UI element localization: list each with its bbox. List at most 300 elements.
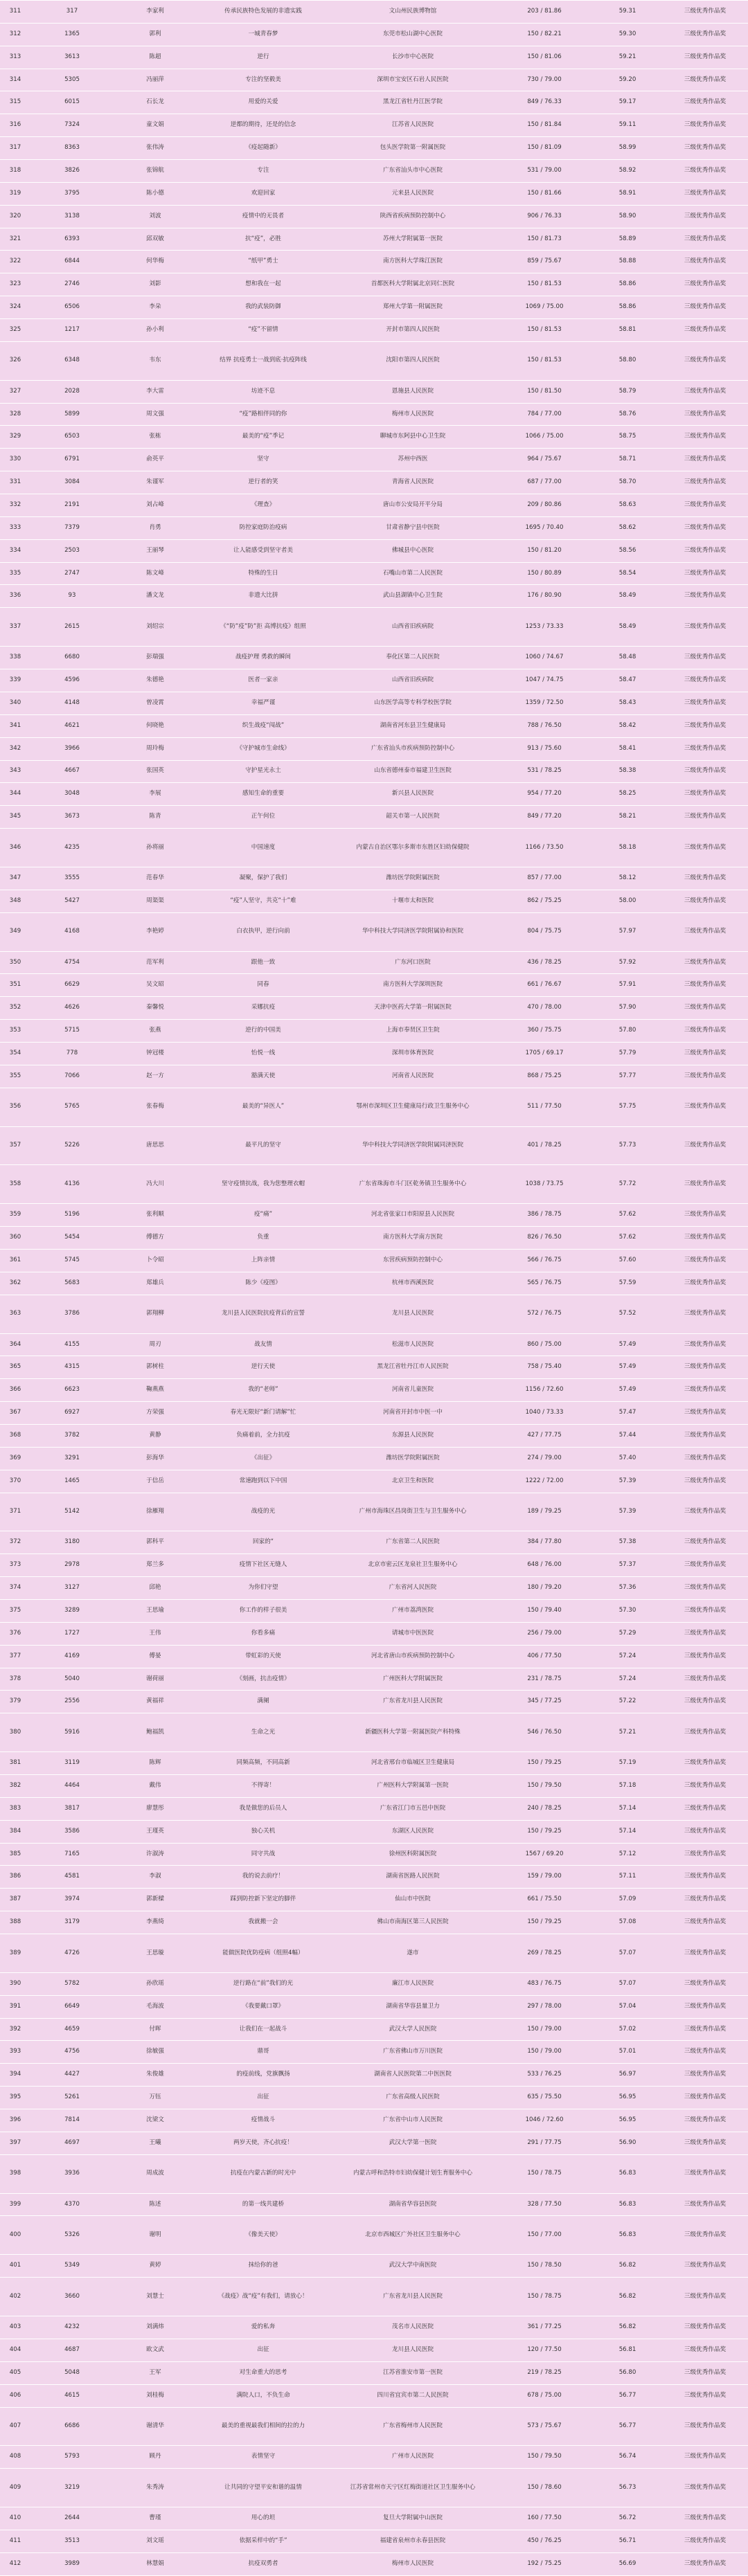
author-cell: 石长龙 [114, 91, 197, 114]
rank-cell: 359 [0, 1204, 30, 1227]
final-score-cell: 57.08 [593, 1911, 662, 1934]
work-title-cell: 《我要戴口罩》 [197, 1995, 330, 2018]
entry-id-cell: 3673 [30, 806, 114, 829]
work-title-cell: 疫“痛” [197, 1204, 330, 1227]
table-row [0, 714, 748, 737]
final-score-cell: 59.11 [593, 114, 662, 137]
work-title-cell: 想和我在一起 [197, 273, 330, 296]
rank-cell: 375 [0, 1600, 30, 1623]
author-cell: 李淑 [114, 1866, 197, 1889]
votes-score-cell: 150 / 79.40 [496, 1600, 593, 1623]
rank-cell: 388 [0, 1911, 30, 1934]
table-row [0, 608, 748, 647]
votes-score-cell: 1359 / 72.50 [496, 692, 593, 714]
final-score-cell: 57.92 [593, 951, 662, 974]
final-score-cell: 58.18 [593, 829, 662, 867]
rank-cell: 337 [0, 608, 30, 647]
final-score-cell: 59.31 [593, 1, 662, 24]
award-level-cell: 三级优秀作品奖 [662, 2018, 748, 2041]
award-level-cell: 三级优秀作品奖 [662, 114, 748, 137]
rank-cell: 318 [0, 160, 30, 183]
organization-cell: 新兴县人民医院 [330, 783, 496, 806]
work-title-cell: 出征 [197, 2339, 330, 2361]
rank-cell: 349 [0, 912, 30, 951]
final-score-cell: 58.75 [593, 426, 662, 449]
entry-id-cell: 1727 [30, 1622, 114, 1645]
table-row [0, 2193, 748, 2216]
final-score-cell: 56.82 [593, 2278, 662, 2316]
votes-score-cell: 150 / 79.25 [496, 1911, 593, 1934]
work-title-cell: 为你们守望 [197, 1577, 330, 1600]
votes-score-cell: 849 / 76.33 [496, 91, 593, 114]
award-level-cell: 三级优秀作品奖 [662, 1424, 748, 1447]
entry-id-cell: 4168 [30, 912, 114, 951]
rank-cell: 338 [0, 647, 30, 669]
final-score-cell: 57.37 [593, 1554, 662, 1577]
organization-cell: 龙川县人民医院 [330, 2339, 496, 2361]
final-score-cell: 58.99 [593, 137, 662, 160]
award-level-cell: 三级优秀作品奖 [662, 91, 748, 114]
entry-id-cell: 3179 [30, 1911, 114, 1934]
rank-cell: 409 [0, 2469, 30, 2507]
rank-cell: 336 [0, 585, 30, 608]
organization-cell: 福建省泉州市永春县医院 [330, 2530, 496, 2552]
votes-score-cell: 427 / 77.75 [496, 1424, 593, 1447]
table-row [0, 912, 748, 951]
final-score-cell: 56.83 [593, 2216, 662, 2255]
rank-cell: 345 [0, 806, 30, 829]
work-title-cell: 医者一家亲 [197, 669, 330, 692]
final-score-cell: 59.17 [593, 91, 662, 114]
award-level-cell: 三级优秀作品奖 [662, 539, 748, 562]
votes-score-cell: 906 / 76.33 [496, 205, 593, 228]
organization-cell: 北京市西城区广外社区卫生服务中心 [330, 2216, 496, 2255]
work-title-cell: 回家的“ [197, 1531, 330, 1554]
organization-cell: 山东省德州泰市福建卫生医院 [330, 760, 496, 783]
award-level-cell: 三级优秀作品奖 [662, 1065, 748, 1088]
award-level-cell: 三级优秀作品奖 [662, 1995, 748, 2018]
work-title-cell: 抗疫在内蒙古新的时光中 [197, 2154, 330, 2193]
rank-cell: 320 [0, 205, 30, 228]
table-row [0, 1, 748, 24]
award-level-cell: 三级优秀作品奖 [662, 2446, 748, 2469]
votes-score-cell: 386 / 78.75 [496, 1204, 593, 1227]
table-row [0, 2469, 748, 2507]
organization-cell: 徐州医科附属医院 [330, 1843, 496, 1866]
organization-cell: 广州医科大学附属第一医院 [330, 1775, 496, 1798]
organization-cell: 广州市人民医院 [330, 2446, 496, 2469]
votes-score-cell: 150 / 78.60 [496, 2469, 593, 2507]
final-score-cell: 58.92 [593, 160, 662, 183]
organization-cell: 广东省龙川县人民医院 [330, 1691, 496, 1713]
author-cell: 黄福祥 [114, 1691, 197, 1713]
work-title-cell: 我的说去前疗！ [197, 1866, 330, 1889]
entry-id-cell: 4315 [30, 1356, 114, 1379]
award-level-cell: 三级优秀作品奖 [662, 2064, 748, 2087]
author-cell: 王思瑜 [114, 1600, 197, 1623]
organization-cell: 华中科技大学同济医学院附属协和医院 [330, 912, 496, 951]
final-score-cell: 57.75 [593, 1088, 662, 1126]
rank-cell: 365 [0, 1356, 30, 1379]
table-row [0, 2255, 748, 2278]
final-score-cell: 57.60 [593, 1249, 662, 1272]
votes-score-cell: 648 / 76.00 [496, 1554, 593, 1577]
entry-id-cell: 4464 [30, 1775, 114, 1798]
author-cell: 周玲梅 [114, 737, 197, 760]
work-title-cell: 我的武装防御 [197, 296, 330, 319]
votes-score-cell: 572 / 76.75 [496, 1295, 593, 1333]
work-title-cell: 疫情战斗 [197, 2109, 330, 2132]
entry-id-cell: 3974 [30, 1889, 114, 1911]
award-level-cell: 三级优秀作品奖 [662, 1531, 748, 1554]
rank-cell: 367 [0, 1402, 30, 1425]
work-title-cell: 坊迹不息 [197, 380, 330, 403]
award-level-cell: 三级优秀作品奖 [662, 1447, 748, 1470]
final-score-cell: 56.90 [593, 2132, 662, 2154]
final-score-cell: 59.30 [593, 23, 662, 46]
award-level-cell: 三级优秀作品奖 [662, 2552, 748, 2575]
organization-cell: 上海市奉贤区卫生院 [330, 1020, 496, 1043]
award-level-cell: 三级优秀作品奖 [662, 1866, 748, 1889]
rank-cell: 380 [0, 1713, 30, 1752]
rank-cell: 372 [0, 1531, 30, 1554]
organization-cell: 天津中医药大学第一附属医院 [330, 997, 496, 1020]
votes-score-cell: 120 / 77.50 [496, 2339, 593, 2361]
author-cell: 孙将丽 [114, 829, 197, 867]
work-title-cell: 《出征》 [197, 1447, 330, 1470]
author-cell: 鞠燕燕 [114, 1379, 197, 1402]
entry-id-cell: 4232 [30, 2316, 114, 2339]
organization-cell: 湖南省河东县卫生健康局 [330, 714, 496, 737]
rank-cell: 344 [0, 783, 30, 806]
organization-cell: 潍坊医学院附属医院 [330, 867, 496, 890]
entry-id-cell: 4621 [30, 714, 114, 737]
award-level-cell: 三级优秀作品奖 [662, 1600, 748, 1623]
rank-cell: 313 [0, 46, 30, 69]
final-score-cell: 58.81 [593, 319, 662, 342]
work-title-cell: 独心关机 [197, 1820, 330, 1843]
award-level-cell: 三级优秀作品奖 [662, 1668, 748, 1691]
work-title-cell: 正午何位 [197, 806, 330, 829]
final-score-cell: 56.69 [593, 2552, 662, 2575]
table-row [0, 2361, 748, 2384]
author-cell: 唐思思 [114, 1126, 197, 1165]
work-title-cell: 带虹彩的天使 [197, 1645, 330, 1668]
author-cell: 李家利 [114, 1, 197, 24]
votes-score-cell: 328 / 77.50 [496, 2193, 593, 2216]
work-title-cell: 传承民族特色发展的非遗实践 [197, 1, 330, 24]
table-row [0, 182, 748, 205]
votes-score-cell: 531 / 78.25 [496, 760, 593, 783]
final-score-cell: 57.62 [593, 1227, 662, 1250]
votes-score-cell: 1695 / 70.40 [496, 516, 593, 539]
work-title-cell: 采娜抗疫 [197, 997, 330, 1020]
final-score-cell: 56.82 [593, 2255, 662, 2278]
organization-cell: 河北省唐山市疾病预防控制中心 [330, 1645, 496, 1668]
final-score-cell: 58.63 [593, 494, 662, 517]
award-level-cell: 三级优秀作品奖 [662, 1165, 748, 1204]
author-cell: 欧文武 [114, 2339, 197, 2361]
table-row [0, 974, 748, 997]
final-score-cell: 56.72 [593, 2507, 662, 2530]
award-level-cell: 三级优秀作品奖 [662, 1204, 748, 1227]
author-cell: 谢清华 [114, 2407, 197, 2446]
table-row [0, 539, 748, 562]
rank-cell: 371 [0, 1493, 30, 1531]
work-title-cell: 让人能感受到坚守者美 [197, 539, 330, 562]
author-cell: 黄婷 [114, 2255, 197, 2278]
award-level-cell: 三级优秀作品奖 [662, 829, 748, 867]
award-level-cell: 三级优秀作品奖 [662, 1333, 748, 1356]
table-row [0, 2507, 748, 2530]
entry-id-cell: 2978 [30, 1554, 114, 1577]
entry-id-cell: 4596 [30, 669, 114, 692]
final-score-cell: 58.12 [593, 867, 662, 890]
votes-score-cell: 150 / 82.21 [496, 23, 593, 46]
rank-cell: 322 [0, 251, 30, 273]
entry-id-cell: 93 [30, 585, 114, 608]
entry-id-cell: 6927 [30, 1402, 114, 1425]
table-row [0, 1554, 748, 1577]
work-title-cell: 龙川县人民医院抗疫背后的宣誓 [197, 1295, 330, 1333]
award-level-cell: 三级优秀作品奖 [662, 1713, 748, 1752]
final-score-cell: 57.18 [593, 1775, 662, 1798]
votes-score-cell: 150 / 78.75 [496, 2154, 593, 2193]
work-title-cell: 上阵亲情 [197, 1249, 330, 1272]
rank-cell: 343 [0, 760, 30, 783]
rank-cell: 350 [0, 951, 30, 974]
author-cell: 朱秀涛 [114, 2469, 197, 2507]
table-row [0, 273, 748, 296]
organization-cell: 十堰市太和医院 [330, 890, 496, 912]
rank-cell: 327 [0, 380, 30, 403]
votes-score-cell: 150 / 81.53 [496, 273, 593, 296]
organization-cell: 沈阳市第四人民医院 [330, 341, 496, 380]
final-score-cell: 57.07 [593, 1972, 662, 1995]
work-title-cell: 坚守疫情抗战，我为您整理衣帽 [197, 1165, 330, 1204]
entry-id-cell: 4370 [30, 2193, 114, 2216]
final-score-cell: 57.49 [593, 1333, 662, 1356]
votes-score-cell: 150 / 81.20 [496, 539, 593, 562]
table-row [0, 997, 748, 1020]
author-cell: 鲍福凯 [114, 1713, 197, 1752]
organization-cell: 文山州民族博物馆 [330, 1, 496, 24]
table-row [0, 403, 748, 426]
entry-id-cell: 5305 [30, 69, 114, 91]
author-cell: 郑雄兵 [114, 1272, 197, 1295]
work-title-cell: 满阑 [197, 1691, 330, 1713]
organization-cell: 聊城市东阿县中心卫生院 [330, 426, 496, 449]
work-title-cell: 凝聚，保护了我们 [197, 867, 330, 890]
organization-cell: 广东省中山市人民医院 [330, 2109, 496, 2132]
award-level-cell: 三级优秀作品奖 [662, 2216, 748, 2255]
table-row [0, 426, 748, 449]
work-title-cell: 能做医院优防疫病（组照4幅） [197, 1934, 330, 1973]
author-cell: 钟冠楼 [114, 1042, 197, 1065]
votes-score-cell: 361 / 77.25 [496, 2316, 593, 2339]
final-score-cell: 57.22 [593, 1691, 662, 1713]
entry-id-cell: 6649 [30, 1995, 114, 2018]
award-level-cell: 三级优秀作品奖 [662, 1379, 748, 1402]
entry-id-cell: 4626 [30, 997, 114, 1020]
work-title-cell: 表情坚守 [197, 2446, 330, 2469]
final-score-cell: 58.62 [593, 516, 662, 539]
entry-id-cell: 3219 [30, 2469, 114, 2507]
rank-cell: 314 [0, 69, 30, 91]
entry-id-cell: 6015 [30, 91, 114, 114]
entry-id-cell: 2747 [30, 562, 114, 585]
table-row [0, 1713, 748, 1752]
rank-cell: 400 [0, 2216, 30, 2255]
author-cell: 廖慧彤 [114, 1797, 197, 1820]
table-row [0, 890, 748, 912]
organization-cell: 广州市荔湾医院 [330, 1600, 496, 1623]
final-score-cell: 57.19 [593, 1752, 662, 1775]
rank-cell: 353 [0, 1020, 30, 1043]
entry-id-cell: 5040 [30, 1668, 114, 1691]
table-row [0, 1600, 748, 1623]
table-row [0, 1204, 748, 1227]
award-level-cell: 三级优秀作品奖 [662, 2087, 748, 2109]
entry-id-cell: 4427 [30, 2064, 114, 2087]
rank-cell: 339 [0, 669, 30, 692]
work-title-cell: 疫情下社区无缝人 [197, 1554, 330, 1577]
award-level-cell: 三级优秀作品奖 [662, 380, 748, 403]
work-title-cell: 最美的“异医人” [197, 1088, 330, 1126]
work-title-cell: 你看多痛 [197, 1622, 330, 1645]
organization-cell: 包头医学院第一附属医院 [330, 137, 496, 160]
entry-id-cell: 5715 [30, 1020, 114, 1043]
organization-cell: 杭州市西溪医院 [330, 1272, 496, 1295]
entry-id-cell: 4615 [30, 2384, 114, 2407]
rank-cell: 342 [0, 737, 30, 760]
organization-cell: 广东省汕头市中心医院 [330, 160, 496, 183]
author-cell: 张锦航 [114, 160, 197, 183]
votes-score-cell: 1705 / 69.17 [496, 1042, 593, 1065]
rank-cell: 321 [0, 228, 30, 251]
author-cell: 陈小德 [114, 182, 197, 205]
table-row [0, 1356, 748, 1379]
author-cell: 郭科平 [114, 1531, 197, 1554]
votes-score-cell: 209 / 80.86 [496, 494, 593, 517]
votes-score-cell: 1166 / 73.50 [496, 829, 593, 867]
award-level-cell: 三级优秀作品奖 [662, 2507, 748, 2530]
table-row [0, 1126, 748, 1165]
final-score-cell: 58.49 [593, 585, 662, 608]
table-row [0, 2446, 748, 2469]
entry-id-cell: 5745 [30, 1249, 114, 1272]
work-title-cell: 让共同的守望平安和谐的温情 [197, 2469, 330, 2507]
award-level-cell: 三级优秀作品奖 [662, 1272, 748, 1295]
organization-cell: 梅州市人民医院 [330, 2552, 496, 2575]
work-title-cell: 《理查》 [197, 494, 330, 517]
votes-score-cell: 160 / 77.50 [496, 2507, 593, 2530]
entry-id-cell: 5683 [30, 1272, 114, 1295]
award-level-cell: 三级优秀作品奖 [662, 2255, 748, 2278]
award-level-cell: 三级优秀作品奖 [662, 562, 748, 585]
author-cell: 张利顺 [114, 1204, 197, 1227]
table-row [0, 1691, 748, 1713]
entry-id-cell: 3048 [30, 783, 114, 806]
author-cell: 张国英 [114, 760, 197, 783]
award-level-cell: 三级优秀作品奖 [662, 1126, 748, 1165]
organization-cell: 南方医科大学南方医院 [330, 1227, 496, 1250]
final-score-cell: 58.49 [593, 608, 662, 647]
work-title-cell: 抗“疫”，必胜 [197, 228, 330, 251]
work-title-cell: 欢迎回家 [197, 182, 330, 205]
award-level-cell: 三级优秀作品奖 [662, 2339, 748, 2361]
author-cell: 陈文峰 [114, 562, 197, 585]
entry-id-cell: 5142 [30, 1493, 114, 1531]
table-row [0, 1866, 748, 1889]
award-level-cell: 三级优秀作品奖 [662, 182, 748, 205]
entry-id-cell: 3138 [30, 205, 114, 228]
organization-cell: 元来县人民医院 [330, 182, 496, 205]
table-row [0, 114, 748, 137]
final-score-cell: 57.07 [593, 1934, 662, 1973]
entry-id-cell: 5349 [30, 2255, 114, 2278]
award-level-cell: 三级优秀作品奖 [662, 494, 748, 517]
table-row [0, 91, 748, 114]
award-level-cell: 三级优秀作品奖 [662, 608, 748, 647]
votes-score-cell: 291 / 77.75 [496, 2132, 593, 2154]
work-title-cell: 逆行天使 [197, 1356, 330, 1379]
rank-cell: 402 [0, 2278, 30, 2316]
work-title-cell: 《守护城市生命线》 [197, 737, 330, 760]
author-cell: 刘慧士 [114, 2278, 197, 2316]
award-level-cell: 三级优秀作品奖 [662, 912, 748, 951]
author-cell: 黄静 [114, 1424, 197, 1447]
author-cell: 彭海华 [114, 1447, 197, 1470]
work-title-cell: “疫”人坚守，共克“十”难 [197, 890, 330, 912]
table-row [0, 1493, 748, 1531]
votes-score-cell: 150 / 79.50 [496, 1775, 593, 1798]
author-cell: 郭翔柳 [114, 1295, 197, 1333]
table-row [0, 1379, 748, 1402]
rank-cell: 404 [0, 2339, 30, 2361]
rank-cell: 362 [0, 1272, 30, 1295]
entry-id-cell: 8363 [30, 137, 114, 160]
rank-cell: 357 [0, 1126, 30, 1165]
votes-score-cell: 1069 / 75.00 [496, 296, 593, 319]
award-level-cell: 三级优秀作品奖 [662, 1227, 748, 1250]
entry-id-cell: 3795 [30, 182, 114, 205]
table-row [0, 783, 748, 806]
table-row [0, 1042, 748, 1065]
votes-score-cell: 150 / 79.00 [496, 2041, 593, 2064]
organization-cell: 内蒙古呼和浩特市妇幼保健计划生育服务中心 [330, 2154, 496, 2193]
table-row [0, 1889, 748, 1911]
work-title-cell: 专注 [197, 160, 330, 183]
organization-cell: 南方医科大学深圳医院 [330, 974, 496, 997]
final-score-cell: 56.95 [593, 2087, 662, 2109]
entry-id-cell: 3613 [30, 46, 114, 69]
author-cell: 王军 [114, 2361, 197, 2384]
entry-id-cell: 5226 [30, 1126, 114, 1165]
award-level-cell: 三级优秀作品奖 [662, 228, 748, 251]
rank-cell: 356 [0, 1088, 30, 1126]
organization-cell: 唐山市公安局开平分局 [330, 494, 496, 517]
votes-score-cell: 150 / 81.50 [496, 380, 593, 403]
rank-cell: 405 [0, 2361, 30, 2384]
final-score-cell: 56.77 [593, 2407, 662, 2446]
final-score-cell: 57.30 [593, 1600, 662, 1623]
entry-id-cell: 3291 [30, 1447, 114, 1470]
final-score-cell: 57.39 [593, 1470, 662, 1493]
final-score-cell: 57.24 [593, 1668, 662, 1691]
rank-cell: 341 [0, 714, 30, 737]
award-level-cell: 三级优秀作品奖 [662, 160, 748, 183]
